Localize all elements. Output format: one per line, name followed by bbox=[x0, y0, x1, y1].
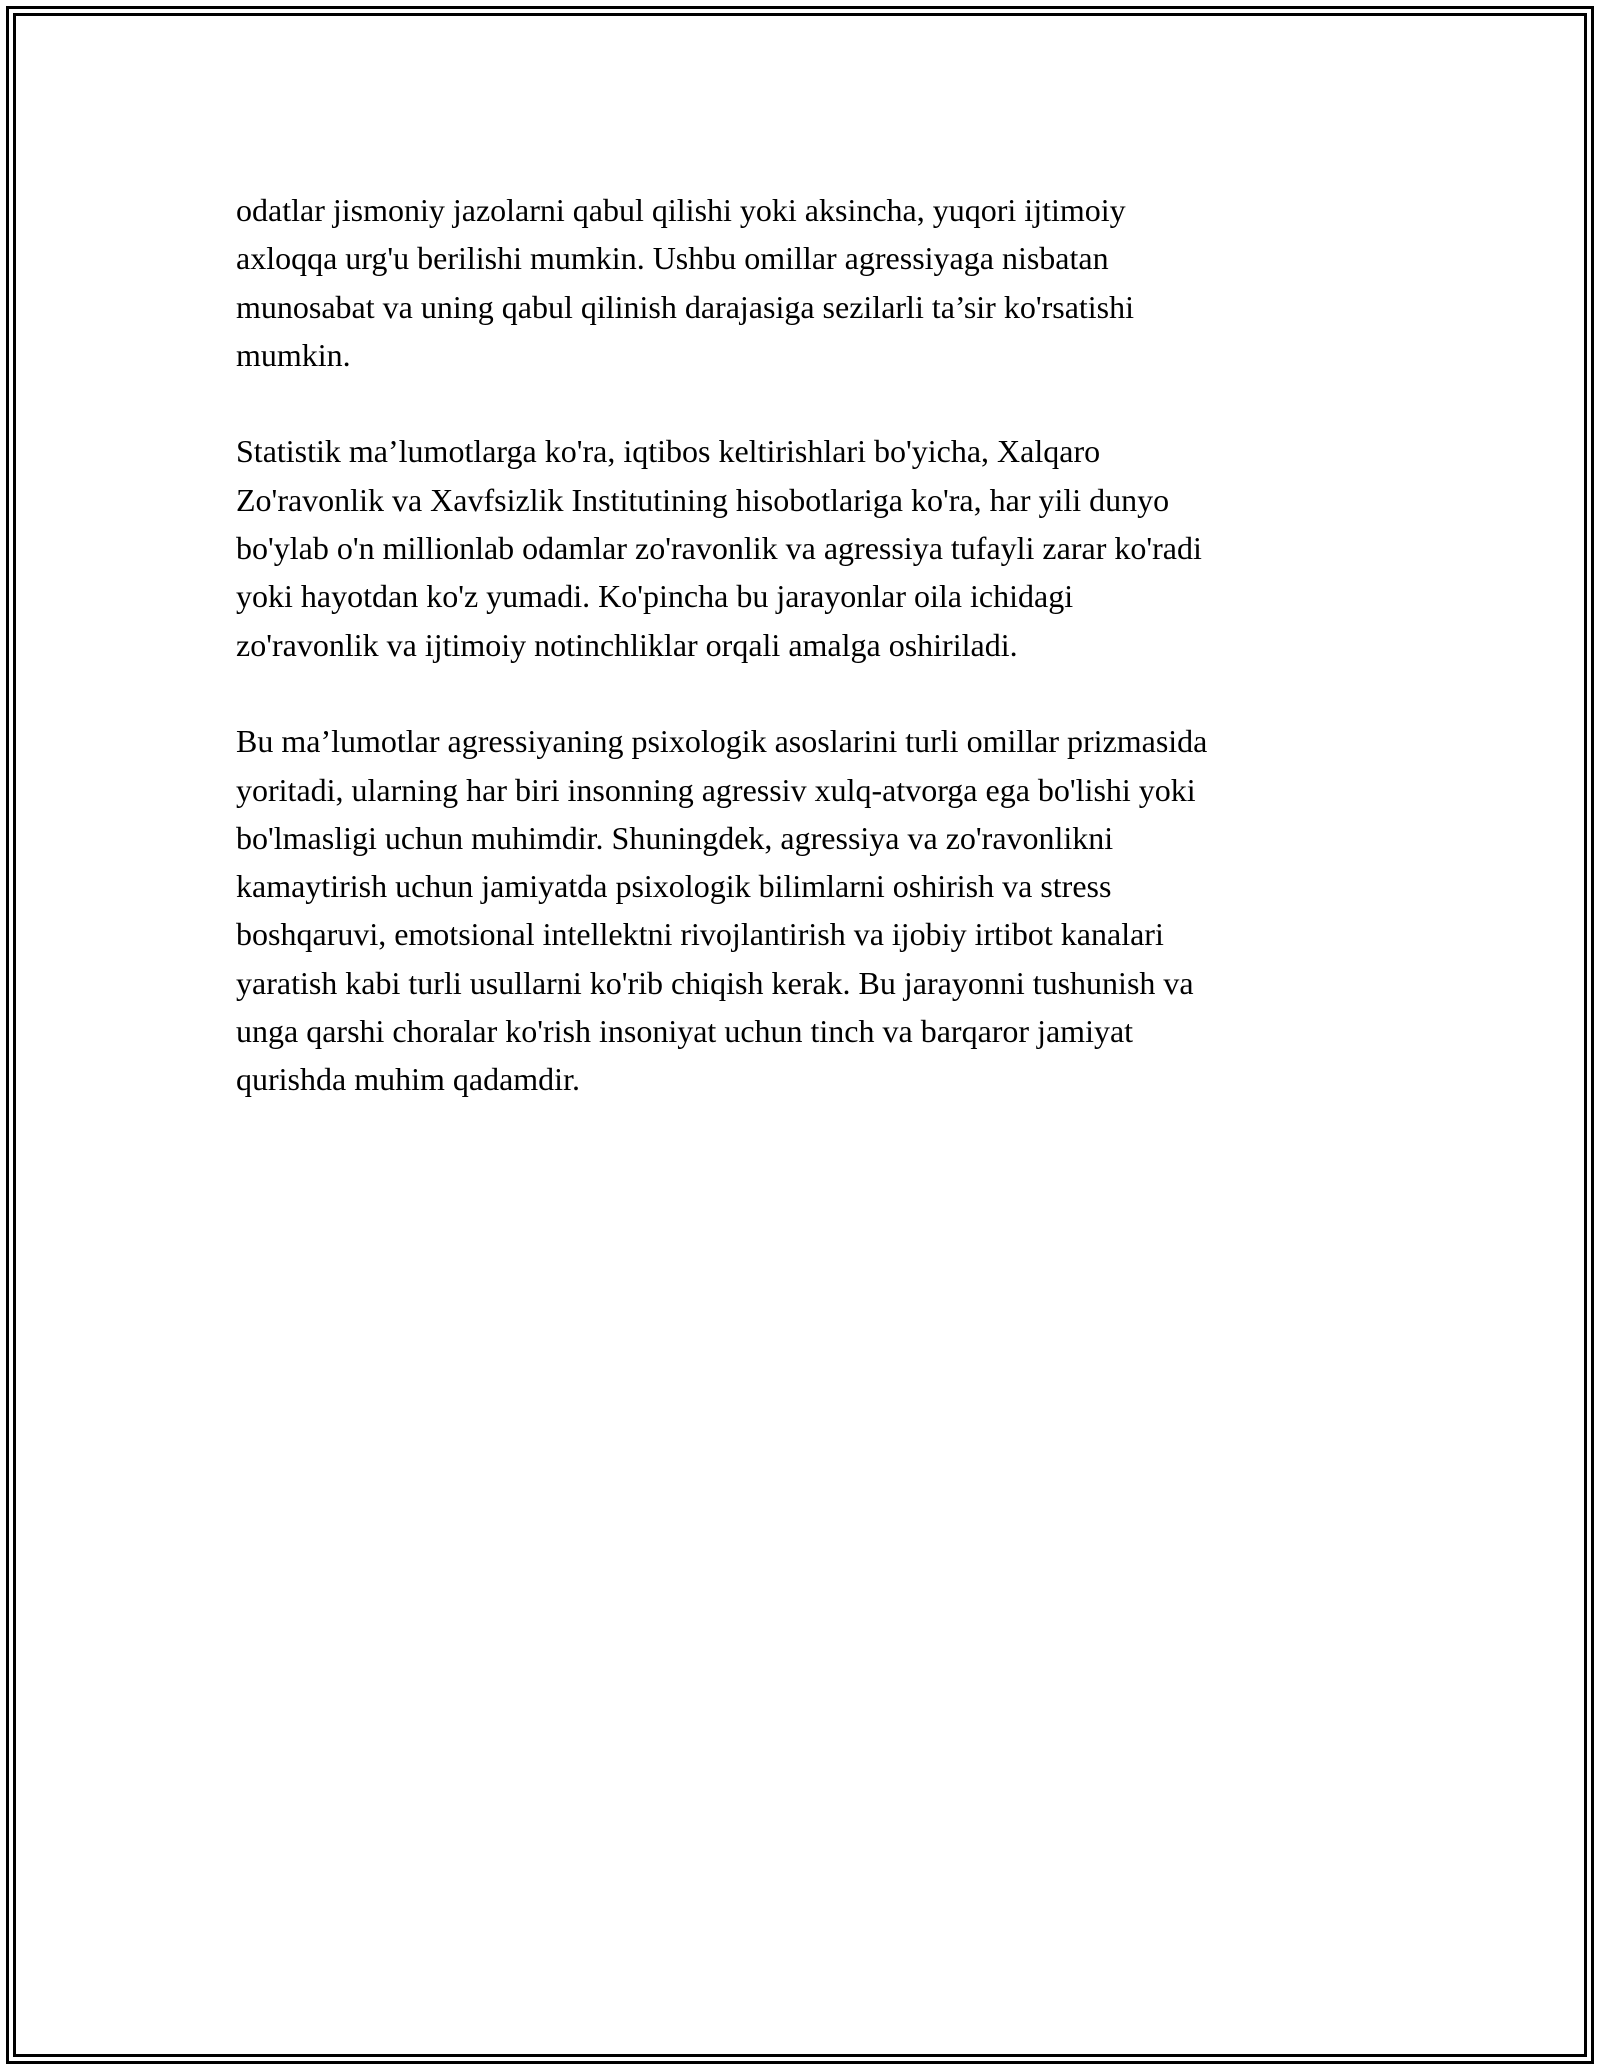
paragraph-2: Statistik ma’lumotlarga ko'ra, iqtibos keltirishlari bo'yicha, Xalqaro Zo'ravonlik va Xavfsizlik Institutining hisobotlariga ko'ra, har yili dunyo bo'ylab o'n millionlab odamlar zo'ravonlik va agressiya tufayli zarar ko'radi yoki hayotdan ko'z yumadi. Ko'pincha bu jarayonlar oila ichidagi zo'ravonlik va ijtimoiy notinchliklar orqali amalga oshiriladi. bbox=[236, 433, 1202, 663]
document-body bbox=[236, 186, 1364, 1152]
paragraph-1: odatlar jismoniy jazolarni qabul qilishi yoki aksincha, yuqori ijtimoiy axloqqa urg'u berilishi mumkin. Ushbu omillar agressiyaga nisbatan munosabat va uning qabul qilinish darajasiga sezilarli ta’sir ko'rsatishi mumkin. bbox=[236, 192, 1135, 373]
paragraph-3: Bu ma’lumotlar agressiyaning psixologik asoslarini turli omillar prizmasida yoritadi, ularning har biri insonning agressiv xulq-atvorga ega bo'lishi yoki bo'lmasligi uchun muhimdir. Shuningdek, agressiya va zo'ravonlikni kamaytirish uchun jamiyatda psixologik bilimlarni oshirish va stress boshqaruvi, emotsional intellektni rivojlantirish va ijobiy irtibot kanalari yaratish kabi turli usullarni ko'rib chiqish kerak. Bu jarayonni tushunish va unga qarshi choralar ko'rish insoniyat uchun tinch va barqaror jamiyat qurishda muhim qadamdir. bbox=[236, 723, 1208, 1098]
